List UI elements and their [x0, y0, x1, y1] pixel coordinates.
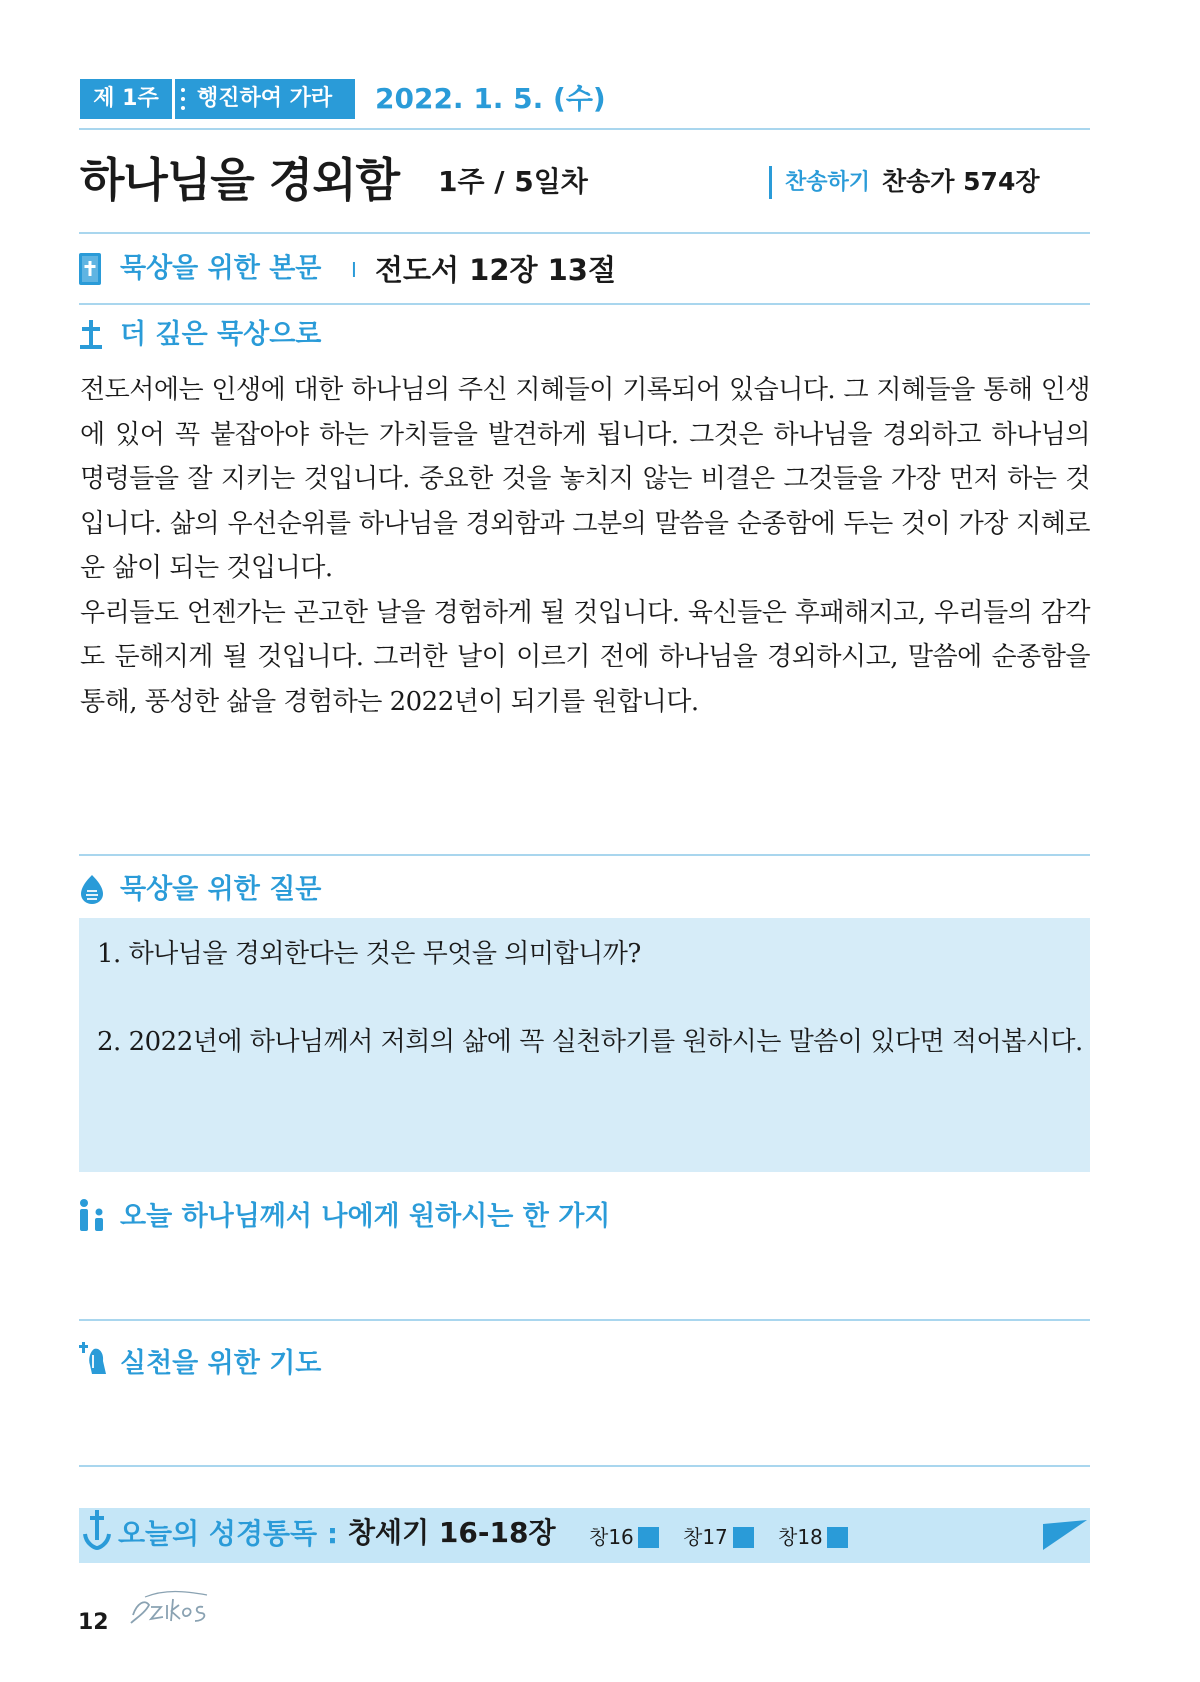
bible-icon [78, 252, 102, 286]
prayer-heading: 실천을 위한 기도 [120, 1348, 322, 1379]
question-item: 2. 2022년에 하나님께서 저희의 삶에 꼭 실천하기를 원하시는 말씀이 있다면 적어봅시다. [97, 1027, 1083, 1057]
candle-flame-icon [78, 873, 106, 905]
one-thing-heading: 오늘 하나님께서 나에게 원하시는 한 가지 [120, 1201, 611, 1232]
reading-checkbox[interactable] [827, 1527, 848, 1548]
meditation-heading: 더 깊은 묵상으로 [120, 319, 322, 350]
reading-checkbox[interactable] [733, 1527, 754, 1548]
scripture-separator: I [351, 258, 357, 282]
week-tag: 제 1주 [80, 79, 172, 119]
cross-icon [79, 318, 103, 350]
question-item: 1. 하나님을 경외한다는 것은 무엇을 의미합니까? [97, 939, 641, 969]
day-count: 1주 / 5일차 [438, 165, 588, 198]
reading-value: 창세기 16-18장 [348, 1516, 556, 1549]
theme-tag [175, 79, 355, 119]
hymn-label: 찬송하기 [785, 170, 871, 195]
reading-chapter-label: 창16 [589, 1525, 634, 1549]
meditation-paragraph: 우리들도 언젠가는 곤고한 날을 경험하게 될 것입니다. 육신들은 후패해지고, 우리들의 감각도 둔해지게 될 것입니다. 그러한 날이 이르기 전에 하나님을 경외하시고, 말씀에 순종함을 통해, 풍성한 삶을 경험하는 2022년이 되기를 원합니다. [80, 597, 1090, 717]
logo-signature-icon [125, 1585, 215, 1635]
divider [79, 128, 1090, 130]
hymn-bar [769, 166, 772, 199]
scripture-reference: 전도서 12장 13절 [375, 253, 616, 287]
page-number: 12 [78, 1610, 109, 1635]
page-title: 하나님을 경외함 [80, 153, 400, 207]
theme-tag-label: 행진하여 가라 [197, 86, 333, 111]
divider [79, 1465, 1090, 1467]
scripture-heading: 묵상을 위한 본문 [120, 253, 322, 284]
meditation-body [80, 368, 1090, 724]
date: 2022. 1. 5. (수) [375, 82, 606, 115]
colon-dots-icon [181, 88, 185, 110]
people-icon [78, 1198, 106, 1232]
meditation-paragraph: 전도서에는 인생에 대한 하나님의 주신 지혜들이 기록되어 있습니다. 그 지혜들을 통해 인생에 있어 꼭 붙잡아야 하는 가치들을 발견하게 됩니다. 그것은 하나님을 경외하고 하나님의 명령들을 잘 지키는 것입니다. 중요한 것을 놓치지 않는 비결은 그것들을 가장 먼저 하는 것입니다. 삶의 우선순위를 하나님을 경외함과 그분의 말씀을 순종함에 두는 것이 가장 지혜로운 삶이 되는 것입니다. [80, 375, 1090, 583]
reading-label: 오늘의 성경통독 : [118, 1517, 339, 1550]
questions-heading: 묵상을 위한 질문 [120, 874, 322, 905]
divider [79, 303, 1090, 305]
anchor-icon [82, 1508, 112, 1552]
prayer-hands-icon [78, 1341, 108, 1377]
questions-box [79, 918, 1090, 1172]
reading-chapter-label: 창18 [778, 1525, 823, 1549]
divider [79, 232, 1090, 234]
hymn-value: 찬송가 574장 [882, 167, 1040, 196]
page-corner-fold-icon [1043, 1520, 1088, 1550]
reading-checkbox[interactable] [638, 1527, 659, 1548]
divider [79, 854, 1090, 856]
divider [79, 1319, 1090, 1321]
reading-chapter-label: 창17 [683, 1525, 728, 1549]
